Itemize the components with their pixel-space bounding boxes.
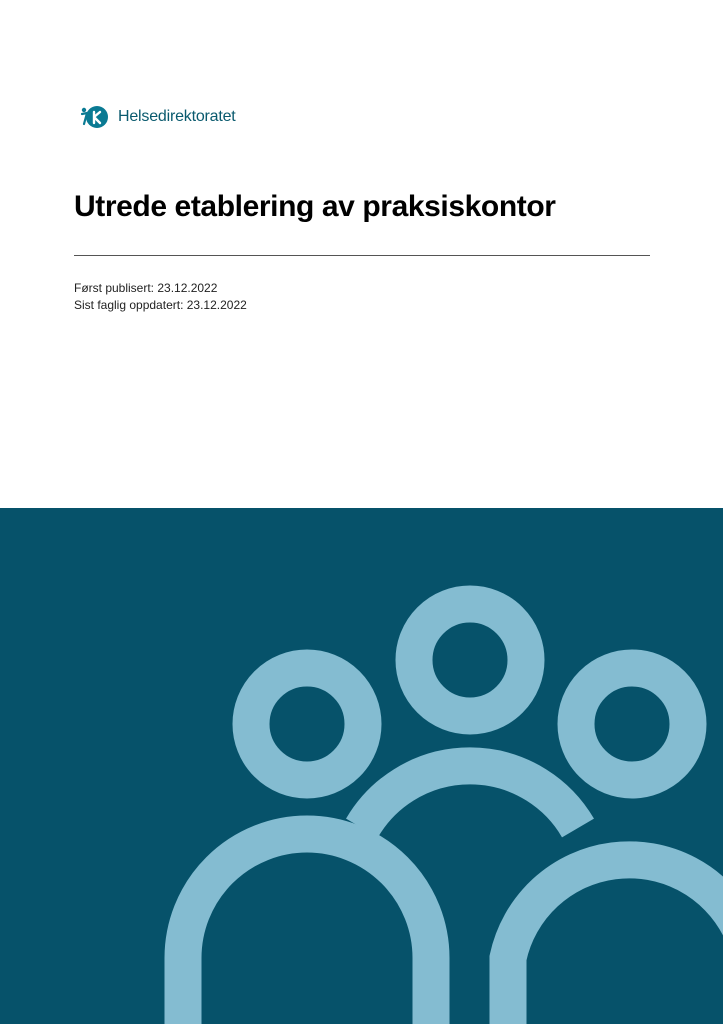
right-person-body (508, 860, 723, 1024)
document-title: Utrede etablering av praksiskontor (74, 190, 556, 223)
last-updated-date: Sist faglig oppdatert: 23.12.2022 (74, 297, 247, 312)
three-people-icon (0, 508, 723, 1024)
brand-logo (80, 104, 236, 130)
center-person-body (362, 766, 578, 828)
center-person-head (414, 604, 526, 716)
right-person-head (576, 668, 688, 780)
left-person-body (183, 834, 431, 1024)
title-divider (74, 255, 650, 256)
publication-info (74, 280, 247, 313)
left-person-head (251, 668, 363, 780)
first-published-date: Først publisert: 23.12.2022 (74, 281, 218, 295)
brand-name: Helsedirektoratet (118, 108, 236, 125)
cover-panel (0, 508, 723, 1024)
helsedirektoratet-logo-icon (80, 104, 112, 130)
